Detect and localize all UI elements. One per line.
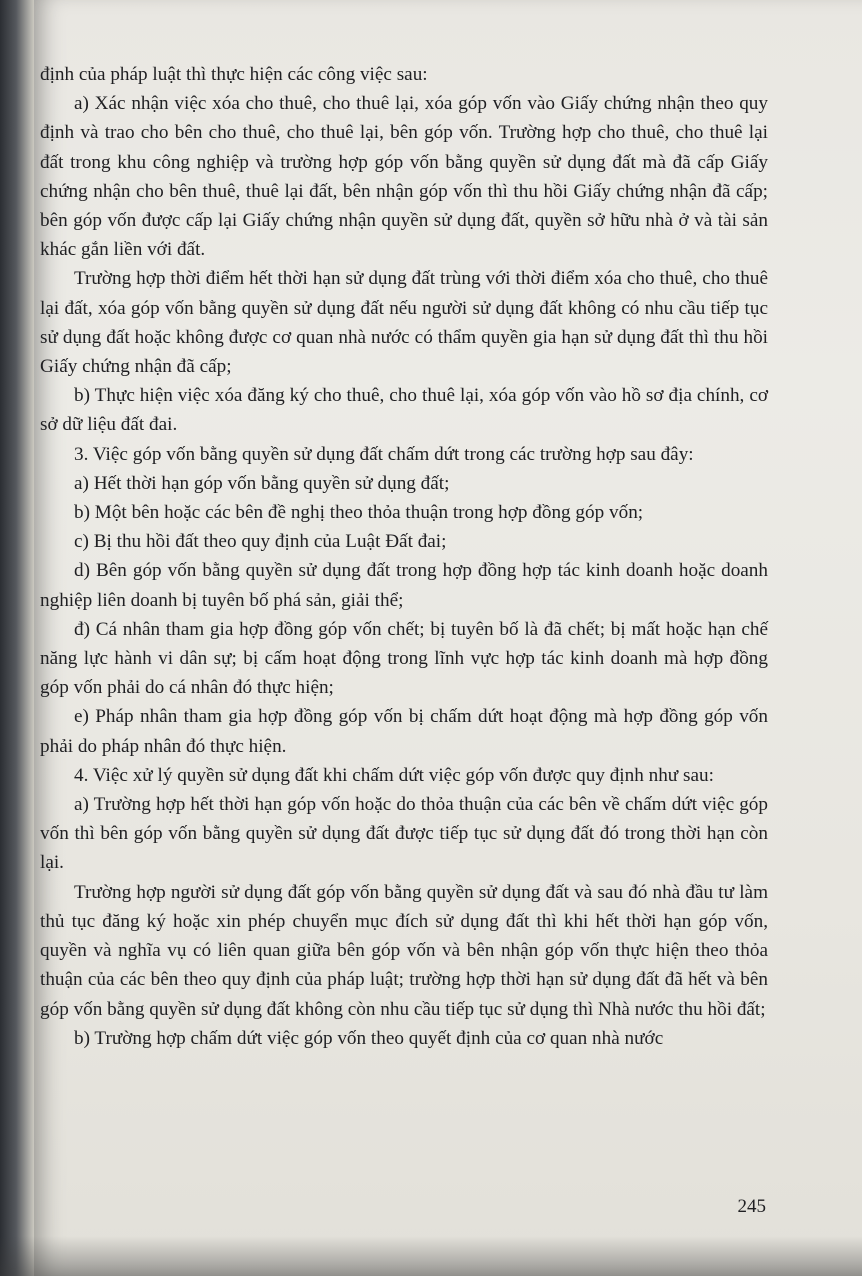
paragraph-4: 4. Việc xử lý quyền sử dụng đất khi chấm dứt việc góp vốn được quy định như sau:	[74, 764, 714, 786]
paragraph-3c: c) Bị thu hồi đất theo quy định của Luật Đất đai;	[74, 531, 447, 553]
paragraph-2a: a) Xác nhận việc xóa cho thuê, cho thuê lại, xóa góp vốn vào Giấy chứng nhận theo quy định và trao cho bên cho thuê, cho thuê lại, bên góp vốn. Trường hợp cho thuê, cho thuê lại đất trong khu công nghiệp và trường hợp góp vốn bằng quyền sử dụng đất mà đã cấp Giấy chứng nhận cho bên thuê, thuê lại đất, bên nhận góp vốn thì thu hồi Giấy chứng nhận đã cấp; bên góp vốn được cấp lại Giấy chứng nhận quyền sử dụng đất, quyền sở hữu nhà ở và tài sản khác gắn liền với đất.	[40, 93, 768, 261]
paragraph-4a: a) Trường hợp hết thời hạn góp vốn hoặc do thỏa thuận của các bên về chấm dứt việc góp vốn thì bên góp vốn bằng quyền sử dụng đất được tiếp tục sử dụng đất đó trong thời hạn còn lại.	[40, 794, 768, 874]
paragraph-2a-case: Trường hợp thời điểm hết thời hạn sử dụng đất trùng với thời điểm xóa cho thuê, cho thuê lại đất, xóa góp vốn bằng quyền sử dụng đất nếu người sử dụng đất không có nhu cầu tiếp tục sử dụng đất hoặc không được cơ quan nhà nước có thẩm quyền gia hạn sử dụng đất thì thu hồi Giấy chứng nhận đã cấp;	[40, 268, 768, 378]
paragraph-3e: e) Pháp nhân tham gia hợp đồng góp vốn bị chấm dứt hoạt động mà hợp đồng góp vốn phải do pháp nhân đó thực hiện.	[40, 706, 768, 757]
paragraph-3: 3. Việc góp vốn bằng quyền sử dụng đất chấm dứt trong các trường hợp sau đây:	[74, 443, 694, 465]
body-text	[40, 60, 768, 1053]
paragraph-3d: d) Bên góp vốn bằng quyền sử dụng đất trong hợp đồng hợp tác kinh doanh hoặc doanh nghiệp liên doanh bị tuyên bố phá sản, giải thể;	[40, 560, 768, 611]
paragraph-3dd: đ) Cá nhân tham gia hợp đồng góp vốn chết; bị tuyên bố là đã chết; bị mất hoặc hạn chế năng lực hành vi dân sự; bị cấm hoạt động trong lĩnh vực hợp tác kinh doanh mà hợp đồng góp vốn phải do cá nhân đó thực hiện;	[40, 618, 768, 699]
paragraph-4b: b) Trường hợp chấm dứt việc góp vốn theo quyết định của cơ quan nhà nước	[74, 1027, 664, 1049]
paragraph-intro: định của pháp luật thì thực hiện các công việc sau:	[40, 64, 428, 85]
bottom-shadow	[0, 1236, 862, 1276]
paragraph-3a: a) Hết thời hạn góp vốn bằng quyền sử dụng đất;	[74, 472, 450, 494]
paragraph-3b: b) Một bên hoặc các bên đề nghị theo thỏa thuận trong hợp đồng góp vốn;	[74, 502, 644, 524]
paragraph-2b: b) Thực hiện việc xóa đăng ký cho thuê, cho thuê lại, xóa góp vốn vào hồ sơ địa chính, cơ sở dữ liệu đất đai.	[40, 385, 768, 436]
page-number: 245	[737, 1196, 766, 1217]
paragraph-4a-case: Trường hợp người sử dụng đất góp vốn bằng quyền sử dụng đất và sau đó nhà đầu tư làm thủ tục đăng ký hoặc xin phép chuyển mục đích sử dụng đất thì khi hết thời hạn góp vốn, quyền và nghĩa vụ có liên quan giữa bên góp vốn và bên nhận góp vốn thực hiện theo thỏa thuận của các bên theo quy định của pháp luật; trường hợp thời hạn sử dụng đất đã hết và bên góp vốn bằng quyền sử dụng đất không còn nhu cầu tiếp tục sử dụng thì Nhà nước thu hồi đất;	[40, 881, 768, 1020]
